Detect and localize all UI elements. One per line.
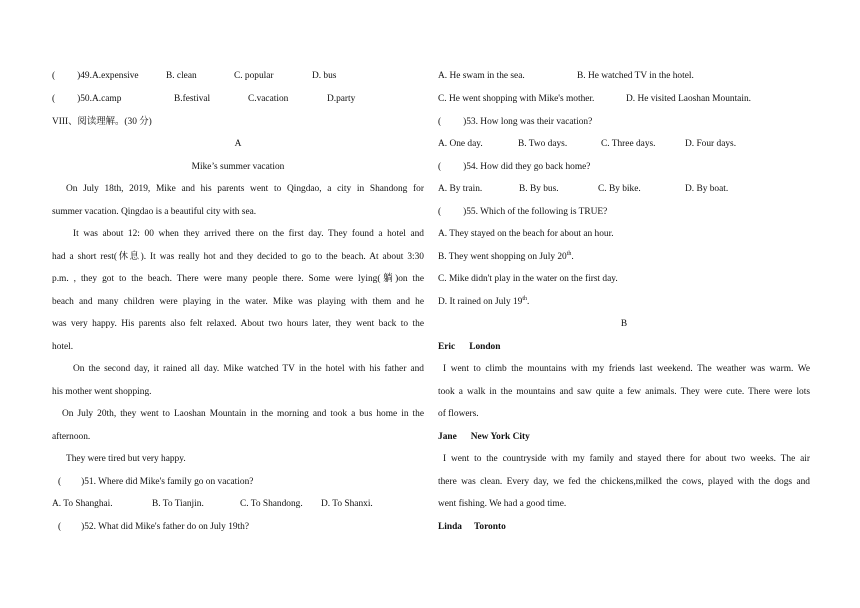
passage-line: was very happy. His parents also felt relaxed. About two hours later, they went back to the xyxy=(52,319,424,329)
option-49-c: C. popular xyxy=(233,71,274,81)
linda-city: Toronto xyxy=(473,522,506,532)
eric-line: took a walk in the mountains and saw quite a few animals. They were cute. There were lots xyxy=(438,387,810,397)
option-52-d: D. He visited Laoshan Mountain. xyxy=(626,94,751,104)
passage-line: They were tired but very happy. xyxy=(66,454,186,464)
eric-line: I went to climb the mountains with my friends last weekend. The weather was warm. We xyxy=(443,364,810,374)
jane-heading xyxy=(438,431,530,444)
part-b-label: B xyxy=(620,319,628,329)
question-54-options xyxy=(438,183,728,196)
eric-name: Eric xyxy=(438,342,456,352)
option-51-c: C. To Shandong. xyxy=(240,499,303,509)
part-a-label: A xyxy=(234,139,242,149)
option-54-d: D. By boat. xyxy=(685,184,729,194)
option-55-a: A. They stayed on the beach for about an hour. xyxy=(438,229,614,239)
option-55-b: B. They went shopping on July 20th. xyxy=(438,250,574,262)
option-49-d: D. bus xyxy=(311,71,337,81)
question-52-options-row1 xyxy=(438,70,694,83)
option-49-b: B. clean xyxy=(165,71,197,81)
jane-line: went fishing. We had a good time. xyxy=(438,499,567,509)
option-51-d: D. To Shanxi. xyxy=(321,499,373,509)
passage-line: On July 18th, 2019, Mike and his parents went to Qingdao, a city in Shandong for xyxy=(66,184,424,194)
passage-title: Mike’s summer vacation xyxy=(191,162,285,172)
passage-line: On July 20th, they went to Laoshan Mountain in the morning and took a bus home in the xyxy=(62,409,424,419)
passage-line: summer vacation. Qingdao is a beautiful city with sea. xyxy=(52,207,257,217)
option-53-b: B. Two days. xyxy=(518,139,568,149)
option-50-c: C.vacation xyxy=(247,94,289,104)
option-50-d: D.party xyxy=(326,94,356,104)
linda-heading xyxy=(438,521,506,534)
option-50-b: B.festival xyxy=(173,94,211,104)
option-53-a: A. One day. xyxy=(438,139,483,149)
jane-line: I went to the countryside with my family and stayed there for about two weeks. The air xyxy=(443,454,810,464)
section-heading: VIII、阅读理解。(30 分) xyxy=(52,117,152,127)
option-54-a: A. By train. xyxy=(438,184,483,194)
passage-line: afternoon. xyxy=(52,432,91,442)
option-55-d: D. It rained on July 19th. xyxy=(438,295,530,307)
passage-line: beach and many children were playing in the water. Mike was playing with them and he xyxy=(52,297,424,307)
linda-name: Linda xyxy=(438,522,462,532)
jane-name: Jane xyxy=(438,432,457,442)
question-55: ( )55. Which of the following is TRUE? xyxy=(438,207,608,217)
question-52: ( )52. What did Mike's father do on July 19th? xyxy=(58,522,250,532)
option-52-c: C. He went shopping with Mike's mother. xyxy=(438,94,595,104)
question-51: ( )51. Where did Mike's family go on vacation? xyxy=(58,477,254,487)
option-53-c: C. Three days. xyxy=(601,139,656,149)
option-54-b: B. By bus. xyxy=(519,184,559,194)
question-54: ( )54. How did they go back home? xyxy=(438,162,591,172)
question-50: ( )50.A.camp B.festival C.vacation D.party xyxy=(52,94,356,104)
option-51-b: B. To Tianjin. xyxy=(152,499,204,509)
question-53-options xyxy=(438,138,736,151)
eric-line: of flowers. xyxy=(438,409,479,419)
option-55-c: C. Mike didn't play in the water on the first day. xyxy=(438,274,618,284)
option-50-a: A.camp xyxy=(91,94,122,104)
eric-city: London xyxy=(469,342,501,352)
option-52-a: A. He swam in the sea. xyxy=(438,71,525,81)
passage-line: It was about 12: 00 when they arrived there on the first day. They found a hotel and xyxy=(73,229,424,239)
option-53-d: D. Four days. xyxy=(685,139,737,149)
passage-line: his mother went shopping. xyxy=(52,387,152,397)
jane-city: New York City xyxy=(470,432,530,442)
jane-line: there was clean. Every day, we fed the chickens,milked the cows, played with the dogs and xyxy=(438,477,810,487)
option-54-c: C. By bike. xyxy=(598,184,641,194)
question-53: ( )53. How long was their vacation? xyxy=(438,117,593,127)
passage-line: p.m. , they got to the beach. There were many people there. Some were lying(躺)on the xyxy=(52,274,424,284)
eric-heading xyxy=(438,341,500,354)
question-49: ( )49.A.expensive B. clean C. popular D. bus xyxy=(52,71,337,81)
question-52-options-row2 xyxy=(438,93,751,106)
passage-line: On the second day, it rained all day. Mike watched TV in the hotel with his father and xyxy=(73,364,424,374)
passage-line: hotel. xyxy=(52,342,74,352)
option-51-a: A. To Shanghai. xyxy=(52,499,113,509)
question-51-options xyxy=(52,498,373,511)
option-49-a: A.expensive xyxy=(91,71,139,81)
option-52-b: B. He watched TV in the hotel. xyxy=(577,71,694,81)
passage-line: had a short rest(休息). It was really hot and they decided to go to the beach. At about 3:30 xyxy=(52,252,424,262)
